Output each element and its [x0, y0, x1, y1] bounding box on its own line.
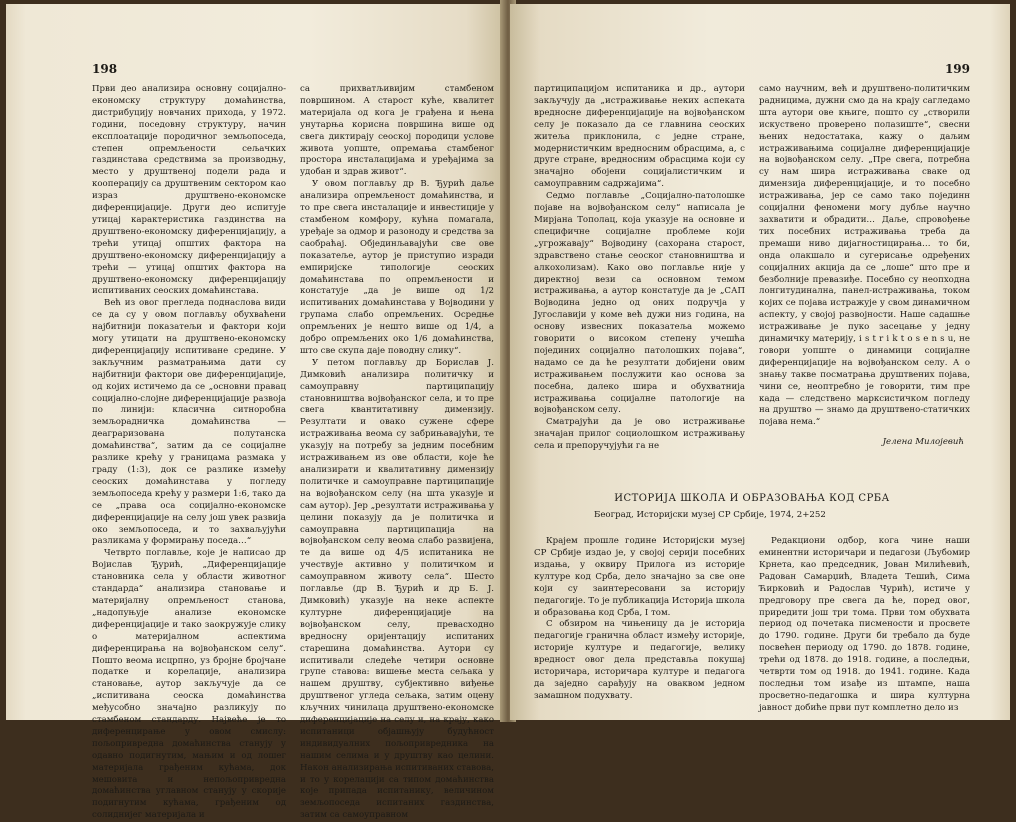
review-header: [534, 493, 970, 520]
paragraph: Већ из овог прегледа поднаслова види се да су у овом поглављу обухваћени најбитнији показатељи и фактори који могу утицати на друштвено-економску диференцијацију испитиване средине. У закључним разматрањима дати су најбитнији фактори ове диференцијације, од којих истичемо да се „основни правац социјално-слојне диференцијације развоја по линији: класична ситноробна земљорадничка домаћинства — деаграризована полутанска домаћинства“, затим да се социјалне разлике крећу у границама размака у граду (1:3), док се разлике између сеоских домаћинстава у погледу земљопоседа крећу у размери 1:6, тако да се „права осa социјално-економске диференцијације на селу још увек развија око земљопоседа, и то захваљујући разликама у формирању поседа…“: [92, 298, 286, 547]
paragraph: Редакциони одбор, кога чине наши еминентни историчари и педагози (Љубомир Крнета, као председник, Јован Милићевић, Радован Самарџић, Владета Тешић, Сима Ћирковић и Радослав Чурић), истиче у предговору пре свега да ће, поред овог, приредити још три тома. Први том обухвата период од почетака писмености и просвете до 1790. године. Други би требало да буде посвећен периоду од 1790. до 1878. године, трећи од 1878. до 1918. године, а последњи, четврти том од 1918. до 1941. године. Када последњи том изађе из штампе, наша просветно-педагошка и шира културна јавност добиће први пут комплетно дело из: [759, 536, 970, 713]
paragraph: У петом поглављу др Борислав Ј. Димковић анализира политичку и самоуправну партиципацију становништва војвођанског села, и то пре свега квантитативну димензију. Резултати и овако сужене сфере истраживања веома су забрињавајући, те указују на потребу за једним посебним истраживањем из ове области, које ће анализирати и квалитативну димензију политичке и самоуправне партиципације на војвођанском селу (на шта указује и сам аутор). Јер „резултати истраживања у целини показују да је политичка и самоуправна партиципација на војвођанском селу веома слабо развијена, те да више од 4/5 испитаника не учествује активно у политичком и самоуправном животу села“. Шесто поглавље (др В. Ђурић и др Б. Ј. Димковић) указује на неке аспекте културне диференцијације на војвођанском селу, превасходно вредносну оријентацију испитаних старешина домаћинства. Аутори су испитивали следеће четири основне групе ставова: вишење места сељака у нашем друштву, субјективно виђење друштвеног угледа сељака, затим оцену кључних чинилаца друштвено-економске диференцијације на селу и, на крају, како испитаници објашњују будућност индивидуалних пољопривредника на нашим селима и у друштву као целини. Након анализирања испитиваних ставова, и то у корелацији са типом домаћинства које припада испитанику, величином земљопоседа испитаних газдинства, затим са самоуправном: [300, 357, 494, 821]
review-column-2: [759, 536, 970, 715]
paragraph: У овом поглављу др В. Ђурић даље анализира опремљеност домаћинства, и то пре свега инсталације и инвестиције у стамбеном комфору, кућна помагала, уређаје за одмор и разоноду и средства за саобраћај. Објединљавајући све ове показатеље, аутор је приступио изради емпиријске типологије сеоских домаћинстава по опремљености и констатује „да је више од 1/2 испитиваних домаћинстава у Војводини у групама слабо опремљених. Осредње опремљених је нешто више од 1/4, а добро опремљених око 1/6 домаћинства, што све скупа даје поводну слику“.: [300, 179, 494, 356]
paragraph: партиципацијом испитаника и др., аутори закључују да „истраживање неких аспеката вредносне диференцијације на војвођанском селу је показало да се главнина сеоских житеља приклонила, с једне стране, модернистичким вредносним обрасцима, а, с друге стране, вредносним обрасцима који су значајно обојени социјалистичким и самоуправним садржајима“.: [534, 84, 745, 190]
paragraph: Крајем прошле године Историјски музеј СР Србије издао је, у својој серији посебних издања, у оквиру Прилога из историје културе код Срба, дело значајно за све оне који су заинтересовани за историју педагогије. То је публикација Историја школа и образовања код Срба, I том.: [534, 536, 745, 618]
paragraph: Први део анализира основну социјално-економску структуру домаћинства, дистрибуцију новчаних прихода, у 1972. години, поседовну структуру, начин експлоатације породичног земљопоседа, степен опремљености сељачких газдинстава средствима за производњу, место у друштвеној подели рада и кооперацију са друштвеним сектором као израз друштвено-економске диференцијације. Други део испитује утицај карактеристика газдинства на друштвено-економску диференцијацију, а трећи утицај општих фактора на друштвено-економску диференцијацију а трећи — утицај општих фактора на друштвено-економску диференцијацију испитиваних сеоских домаћинстава.: [92, 84, 286, 297]
page-number-left: 198: [92, 62, 118, 76]
paragraph: С обзиром на чињеницу да је историја педагогије гранична област између историје, историје културе и педагогије, велику вредност овог дела представља покушај историчара, историчара културе и педагога да заједно сарађују на оваквом једном замашном подухвату.: [534, 619, 745, 701]
paragraph: само научним, већ и друштвено-политичким радницима, дужни смо да на крају сагледамо шта аутори ове књиге, пошто су „створили искуствено проверено полазиште“, свесни њених недостатака, кажу о даљим истраживањима социјалне диференцијације на војвођанском селу. „Пре свега, потребна су нам шира истраживања сваке од димензија диференцијације, и то посебно истраживања, јер се само тако појединн социјални феномени могу дубље научно захватити и обрадити… Даље, спровођење тих посебних истраживања треба да премаши ниво дијагностицирања… то би, онда олакшало и сугерисање одређених социјалних акција да се „лоше“ што пре и безболније превазиђе. Посебно су неопходна лонгитудинална, панел-истраживања, током којих се појава истражује у свом динамичном аспекту, у својој развојности. Наше садашње истраживање је пуко засецање у једну динамичку материју, i s t r i k t o s e n s u, не говори уопште о динамици социјалне диференцијације на војвођанском селу. А о знању такве посматрања друштвених појава, чини се, неоптребно је говорити, тим пре када — следствено марксистичком погледу на друштво — знамо да друштвено-статичких појава нема.“: [759, 84, 970, 428]
right-page: [510, 4, 1010, 720]
paragraph: са прихватљивијим стамбеном површином. А старост куће, квалитет материјала од кога је грађена и њена унутарња корисна површина више од свега диктирају сеоској породици услове живота уопште, опремања стамбеног простора инсталацијама и уређајима за удобан и здрав живот“.: [300, 84, 494, 178]
left-column-2: [300, 84, 494, 822]
paragraph: Седмо поглавље „Социјално-патолошке појаве на војвођанском селу“ написала је Мирјана Тополац, која указује на основне и специфичне социјалне проблеме који „угрожавају“ Војводину (сахорана старост, здравствено стање сеоског становништва и алкохолизам). Како ово поглавље није у директној вези са основном темом истраживања, а аутор констатује да је „САП Војводина једно од оних подручја у Југославији у коме већ дужи низ година, на основу извесних показатеља можемо говорити о високом степену учешћа појединих социјално патолошких појава“, надамо се да ће резултати добијени овим истраживањем послужити као основа за посебна, далеко шира и обухватнија истраживања социјалне патологије на војвођанском селу.: [534, 191, 745, 416]
right-column-1: [534, 84, 745, 453]
right-column-2-text: [759, 84, 970, 429]
paragraph: Четврто поглавље, које је написао др Војислав Ђурић, „Диференцијације становника села у области животног стандарда“ анализира становање и материјалну опремљеност станова, „надопуњује анализе економске диференцијације и тако заокружује слику о материјалном аспектима диференцирања на војвођанском селу“. Пошто веома исцрпно, уз бројне бројчане податке и корелације, анализира становање, аутор закључује да се „испитивана сеоска домаћинства међусобно значајно разликују по стамбеном стандарду. Највеће је то диференцирање у овом смислу: пољопривредна домаћинства станују у одавно подигнутим, мањим и од лошег материјала грађеним кућама, док мешовита и непољопривредна домаћинства углавном станују у скорије подигнутим кућама, грађеним од солиднијег материјала и: [92, 548, 286, 821]
page-number-right: 199: [944, 62, 970, 76]
left-column-1: [92, 84, 286, 822]
left-page: [6, 4, 506, 821]
review-title: ИСТОРИЈА ШКОЛА И ОБРАЗОВАЊА КОД СРБА: [614, 493, 890, 505]
paragraph: Сматрајући да је ово истраживање значајан прилог социолошком истраживању села и препоручујући га не: [534, 417, 745, 452]
review-signature: Јелена Милојевић: [882, 437, 964, 448]
review-column-1: [534, 536, 745, 715]
review-source: Београд, Историјски музеј СР Србије, 1974, 2+252: [594, 510, 826, 521]
right-column-2: [759, 84, 970, 453]
